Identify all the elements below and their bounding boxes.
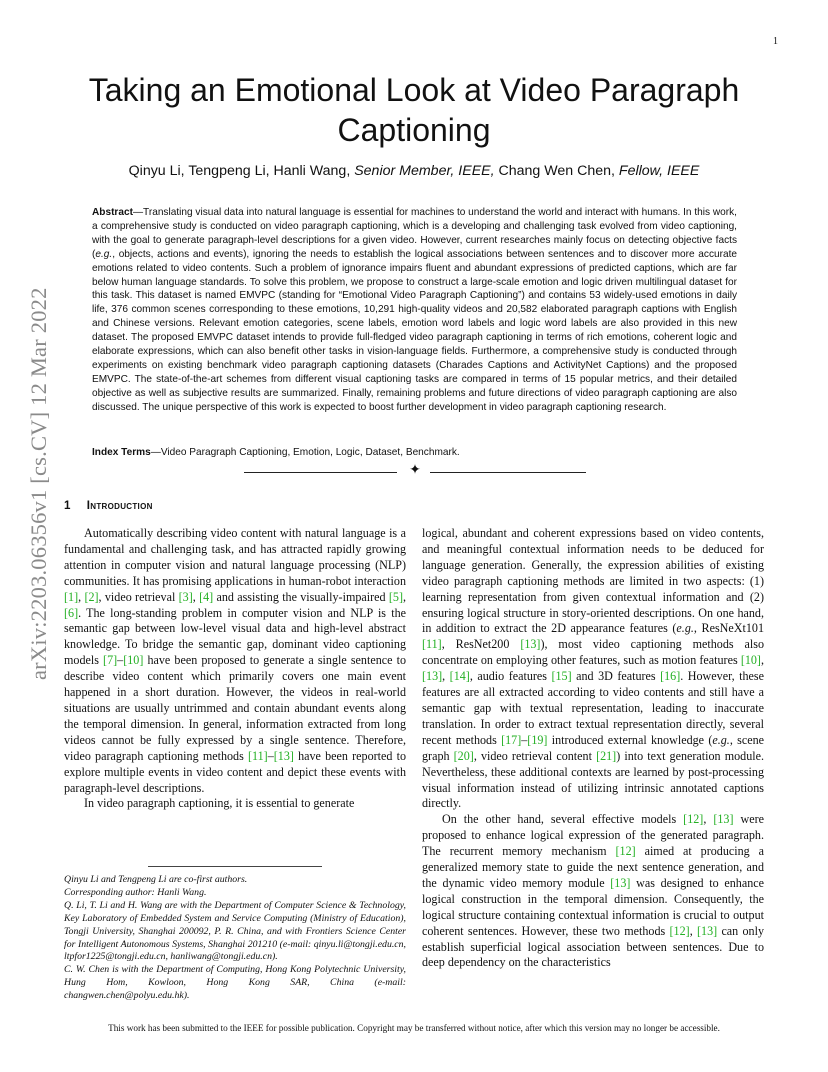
intro-paragraph-2-continued [422, 526, 764, 812]
index-terms-label: Index Terms [92, 447, 151, 458]
citation-link[interactable]: [10] [740, 653, 761, 668]
text-run: and 3D features [571, 669, 661, 684]
author-role-1: Senior Member, IEEE, [354, 163, 495, 179]
text-run: – [267, 748, 274, 763]
text-run: , [402, 589, 407, 604]
separator-ornament-icon: ✦ [409, 463, 421, 478]
author-list [60, 162, 768, 180]
citation-link[interactable]: [5] [388, 589, 403, 604]
text-run: have been proposed to generate a single sentence to describe video content which primarily covers one main event happened in a short duration. However, the videos in real-world situations are usually untrimmed and contain abundant events along the temporal dimension. In general, information extracted from long videos cannot be fully expressed by a single sentence. Therefore, video paragraph captioning methods [64, 653, 406, 763]
paper-title: Taking an Emotional Look at Video Paragraph Captioning [88, 72, 740, 148]
author-names-1: Qinyu Li, Tengpeng Li, Hanli Wang, [128, 163, 355, 179]
text-run: , [689, 923, 697, 938]
abstract-eg: e.g. [95, 248, 113, 260]
separator-line-right [430, 472, 586, 473]
text-run: , audio features [469, 669, 552, 684]
text-run: , [192, 589, 200, 604]
text-run: . The long-standing problem in computer vision and NLP is the semantic gap between low-level visual data and high-level abstract knowledge. To bridge the semantic gap, dominant video captioning models [64, 605, 406, 668]
text-run: ) into text generation module. Nevertheless, these additional contexts are learned by post-processing visual information instead of utilizing intrinsic annotated captions directly. [422, 748, 764, 811]
footnotes [64, 874, 406, 1003]
citation-link[interactable]: [15] [551, 669, 572, 684]
citation-link[interactable]: [13] [713, 812, 734, 827]
text-run: , scene graph [422, 732, 764, 763]
text-run: , [760, 653, 764, 668]
citation-link[interactable]: [14] [449, 669, 470, 684]
citation-link[interactable]: [13] [610, 875, 631, 890]
author-names-2: Chang Wen Chen, [494, 163, 619, 179]
text-run: introduced external knowledge ( [547, 732, 713, 747]
citation-link[interactable]: [1] [64, 589, 79, 604]
citation-link[interactable]: [20] [453, 748, 474, 763]
index-terms-text: —Video Paragraph Captioning, Emotion, Logic, Dataset, Benchmark. [150, 447, 460, 458]
text-run: , [442, 669, 450, 684]
abstract-label: Abstract [92, 207, 133, 218]
citation-link[interactable]: [12] [683, 812, 704, 827]
footnote-affiliation-tongji: Q. Li, T. Li and H. Wang are with the Department of Computer Science & Technology, Key Laboratory of Embedded System and Service Computing (Ministry of Education), Tongji University, Shanghai 200092, P. R. China, and with Frontiers Science Center for Intelligent Autonomous Systems, Shanghai 201210 (e-mail: qinyu.li@tongji.edu.cn, ltpfor1225@tongji.edu.cn, hanliwang@tongji.edu.cn). [64, 899, 406, 963]
text-run: aimed at producing a generalized memory state to guide the next sentence generation, and the dynamic video memory module [422, 844, 765, 890]
footnote-corresponding: Corresponding author: Hanli Wang. [64, 886, 207, 898]
intro-paragraph-3 [422, 812, 764, 971]
text-run: – [117, 653, 124, 668]
citation-link[interactable]: [3] [178, 589, 193, 604]
text-run: ), most video captioning methods also concentrate on employing other features, such as motion features [422, 637, 764, 668]
citation-link[interactable]: [13] [520, 637, 541, 652]
section-separator [244, 464, 586, 480]
abstract-text-2: , objects, actions and events), ignoring the needs to establish the logical associations between sentences and to discover more accurate emotions related to video contents. Such a problem of ignorance impairs fluent and abundant expressions of predicted captions, which are far below human language standards. To solve this problem, we propose to construct a large-scale emotion and logic driven multilingual dataset for this task. This dataset is named EMVPC (standing for “Emotional Video Paragraph Captioning”) and contains 53 widely-used emotions in daily life, 376 common scenes corresponding to these emotions, 10,291 high-quality videos and 20,582 elaborated paragraph captions with English and Chinese versions. Relevant emotion categories, scene labels, emotion word labels and logic word labels are also provided in this new dataset. The proposed EMVPC dataset intends to provide full-fledged video paragraph captioning in terms of rich emotions, coherent logic and elaborate expressions, which can also benefit other tasks in vision-language fields. Furthermore, a comprehensive study is conducted through experiments on existing benchmark video paragraph captioning datasets (Charades Captions and ActivityNet Captions) and the proposed EMVPC. The state-of-the-art schemes from different visual captioning tasks are compared in terms of 15 popular metrics, and their detailed objective as well as subjective results are summarized. Finally, remaining problems and future directions of video paragraph captioning are also discussed. The unique perspective of this work is expected to boost further development in video paragraph captioning research. [92, 248, 737, 413]
text-run: have been reported to explore multiple events in video content and depict these events with paragraph-level descriptions. [64, 748, 407, 795]
text-run: , video retrieval content [473, 748, 597, 763]
citation-link[interactable]: [10] [123, 653, 144, 668]
footnote-cofirst: Qinyu Li and Tengpeng Li are co-first authors. [64, 874, 248, 885]
text-run: . However, these features are all extracted according to video contents and still have a semantic gap with textual representation, leading to inaccurate translation. In order to extract textual representation directly, several recent methods [422, 669, 764, 747]
text-run: – [521, 732, 528, 747]
text-run: was designed to enhance logical construction in the temporal dimension. Consequently, the logical structure containing contextual information is crucial to output coherent sentences. However, these two methods [422, 875, 764, 938]
citation-link[interactable]: [19] [527, 732, 548, 747]
citation-link[interactable]: [13] [697, 923, 718, 938]
intro-paragraph-1 [64, 526, 406, 796]
text-run: Automatically describing video content with natural language is a fundamental and challenging task, and has attracted rapidly growing attention in computer vision and natural language processing (NLP) communities. It has promising applications in human-robot interaction [64, 526, 406, 588]
footnote-affiliation-polyu: C. W. Chen is with the Department of Computing, Hong Kong Polytechnic University, Hung Hom, Kowloon, Hong Kong SAR, China (e-mail: changwen.chen@polyu.edu.hk). [64, 964, 406, 1002]
citation-link[interactable]: [12] [615, 844, 636, 859]
left-column [64, 526, 406, 812]
citation-link[interactable]: [11] [248, 748, 268, 763]
citation-link[interactable]: [11] [422, 637, 442, 652]
citation-link[interactable]: [7] [103, 653, 118, 668]
text-run: On the other hand, several effective models [442, 812, 684, 827]
abstract-text-1: —Translating visual data into natural language is essential for machines to understand the world and interact with humans. In this work, a comprehensive study is conducted on video paragraph captioning, which is a developing and challenging task evolved from video captioning, with the goal to generate paragraph-level descriptions for a given video. However, current researches mainly focus on detecting objective facts ( [92, 207, 737, 260]
section-number: 1 [64, 499, 71, 512]
text-run: and assisting the visually-impaired [213, 589, 389, 604]
citation-link[interactable]: [4] [199, 589, 214, 604]
footnote-rule [148, 866, 322, 867]
citation-link[interactable]: [16] [660, 669, 681, 684]
citation-link[interactable]: [12] [669, 923, 690, 938]
citation-link[interactable]: [6] [64, 605, 79, 620]
text-run: , video retrieval [98, 589, 179, 604]
citation-link[interactable]: [13] [273, 748, 294, 763]
text-run-italic: e.g. [676, 621, 694, 636]
text-run: can only establish superficial logical association between sentences. Due to deep dependency on the characteristics [422, 923, 765, 970]
author-role-2: Fellow, IEEE [618, 163, 700, 179]
citation-link[interactable]: [21] [596, 748, 617, 763]
separator-line-left [244, 472, 397, 473]
text-run: , ResNeXt101 [693, 621, 764, 636]
text-run: were proposed to enhance logical expression of the generated paragraph. The recurrent memory mechanism [422, 812, 765, 859]
section-title: Introduction [86, 499, 153, 512]
section-heading [64, 499, 153, 512]
citation-link[interactable]: [17] [501, 732, 522, 747]
abstract [92, 206, 737, 415]
intro-paragraph-2: In video paragraph captioning, it is essential to generate [84, 796, 355, 811]
right-column [422, 526, 764, 971]
text-run: , [703, 812, 714, 827]
text-run: , [78, 589, 85, 604]
arxiv-stamp-text: arXiv:2203.06356v1 [cs.CV] 12 Mar 2022 [26, 287, 51, 680]
index-terms [92, 446, 737, 460]
text-run-italic: e.g. [712, 732, 730, 747]
page-number: 1 [773, 36, 778, 47]
citation-link[interactable]: [13] [422, 669, 443, 684]
text-run: logical, abundant and coherent expressions based on video contents, and meaningful contextual information needs to be deduced for language generation. Generally, the expression abilities of existing video paragraph captioning methods are limited in two aspects: (1) learning representation from given contextual information and (2) ensuring logical structure in story-oriented descriptions. On one hand, in addition to extract the 2D appearance features ( [422, 526, 764, 636]
copyright-notice: This work has been submitted to the IEEE for possible publication. Copyright may be transferred without notice, after which this version may no longer be accessible. [108, 1023, 720, 1033]
citation-link[interactable]: [2] [84, 589, 99, 604]
text-run: , ResNet200 [441, 637, 521, 652]
